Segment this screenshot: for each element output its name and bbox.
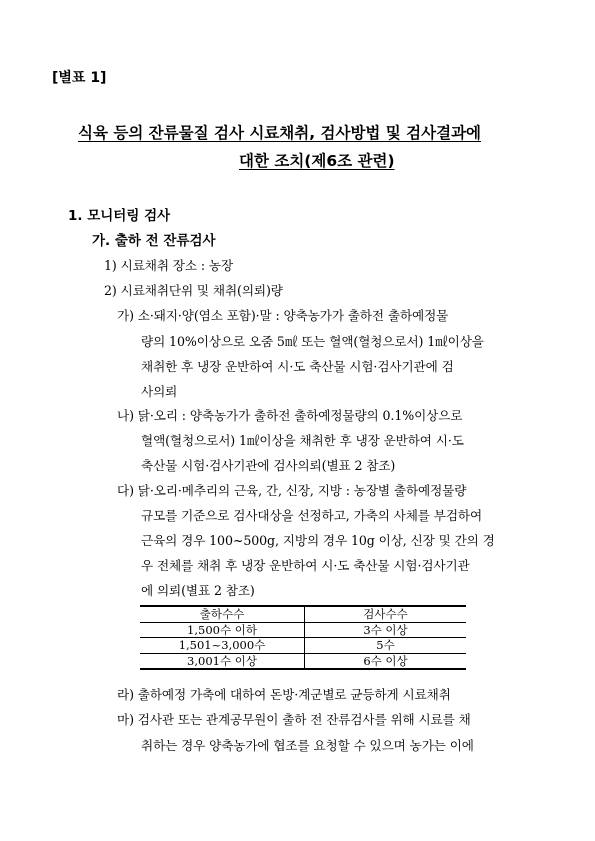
table-cell: 6수 이상 bbox=[305, 653, 467, 669]
table-header-cell: 검사수수 bbox=[305, 606, 467, 622]
table-row bbox=[140, 653, 466, 669]
body-line: 가) 소·돼지·양(염소 포함)·말 : 양축농가가 출하전 출하예정물 bbox=[117, 308, 449, 323]
table-cell: 5수 bbox=[305, 638, 467, 654]
title-line-1: 식육 등의 잔류물질 검사 시료채취, 검사방법 및 검사결과에 bbox=[78, 124, 482, 142]
table-cell: 3,001수 이상 bbox=[140, 653, 305, 669]
subsection-heading: 가. 출하 전 잔류검사 bbox=[92, 233, 216, 249]
body-line: 마) 검사관 또는 관계공무원이 출하 전 잔류검사를 위해 시료를 채 bbox=[117, 712, 471, 727]
table-header-row bbox=[140, 606, 466, 622]
body-line: 나) 닭·오리 : 양축농가가 출하전 출하예정물량의 0.1%이상으로 bbox=[117, 408, 463, 423]
title-line-2: 대한 조치(제6조 관련) bbox=[239, 152, 395, 170]
inspection-count-table bbox=[140, 605, 466, 670]
body-line: 라) 출하예정 가축에 대하여 돈방·계군별로 균등하게 시료채취 bbox=[117, 687, 451, 702]
body-line: 규모를 기준으로 검사대상을 선정하고, 가축의 사체를 부검하여 bbox=[141, 508, 483, 523]
body-line: 에 의뢰(별표 2 참조) bbox=[141, 583, 255, 598]
body-line: 2) 시료채취단위 및 채취(의뢰)량 bbox=[104, 283, 283, 298]
table-cell: 1,501~3,000수 bbox=[140, 638, 305, 654]
body-line: 사의뢰 bbox=[141, 384, 178, 399]
body-line: 혈액(혈청으로서) 1㎖이상을 채취한 후 냉장 운반하여 시·도 bbox=[141, 433, 464, 448]
table-cell: 3수 이상 bbox=[305, 622, 467, 638]
body-line: 1) 시료채취 장소 : 농장 bbox=[104, 258, 234, 273]
body-line: 근육의 경우 100~500g, 지방의 경우 10g 이상, 신장 및 간의 경 bbox=[141, 533, 495, 548]
table-row bbox=[140, 622, 466, 638]
annex-label: [별표 1] bbox=[52, 70, 107, 86]
body-line: 다) 닭·오리·메추리의 근육, 간, 신장, 지방 : 농장별 출하예정물량 bbox=[117, 483, 467, 498]
table-header-cell: 출하수수 bbox=[140, 606, 305, 622]
body-line: 량의 10%이상으로 오줌 5㎖ 또는 혈액(혈청으로서) 1㎖이상을 bbox=[141, 334, 484, 349]
table-row bbox=[140, 638, 466, 654]
body-line: 채취한 후 냉장 운반하여 시·도 축산물 시험·검사기관에 검 bbox=[141, 359, 454, 374]
body-line: 취하는 경우 양축농가에 협조를 요청할 수 있으며 농가는 이에 bbox=[141, 738, 474, 753]
body-line: 우 전체를 채취 후 냉장 운반하여 시·도 축산물 시험·검사기관 bbox=[141, 558, 470, 573]
table-cell: 1,500수 이하 bbox=[140, 622, 305, 638]
body-line: 축산물 시험·검사기관에 검사의뢰(별표 2 참조) bbox=[141, 458, 396, 473]
section-heading: 1. 모니터링 검사 bbox=[68, 208, 171, 224]
